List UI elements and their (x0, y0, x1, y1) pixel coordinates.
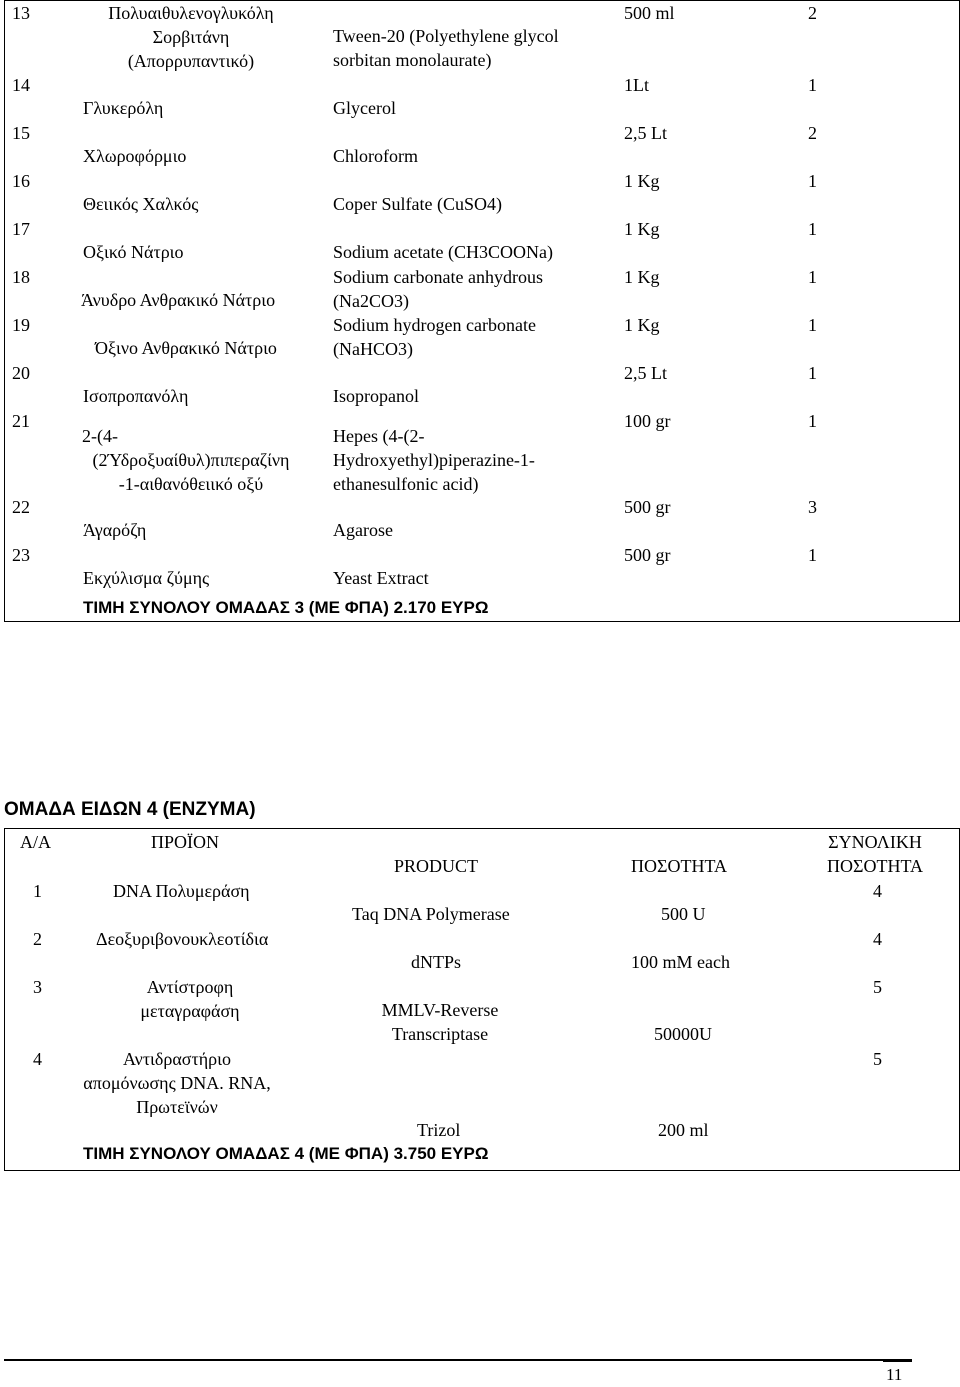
quantity: 1Lt (624, 75, 649, 95)
greek-name: Χλωροφόρμιο (83, 146, 187, 166)
quantity: 100 mM each (631, 952, 730, 972)
row-number: 16 (12, 171, 30, 191)
quantity: 100 gr (624, 411, 671, 431)
page-number: 11 (886, 1365, 903, 1384)
count: 1 (808, 75, 817, 95)
row-number: 2 (33, 929, 42, 949)
group4-heading: ΟΜΑΔΑ ΕΙΔΩΝ 4 (ΕΝΖΥΜΑ) (4, 799, 256, 820)
quantity: 50000U (654, 1024, 712, 1044)
english-name: Sodium hydrogen carbonate (NaHCO3) (333, 315, 536, 359)
quantity: 500 ml (624, 3, 675, 23)
count: 1 (808, 411, 817, 431)
header-product-en: PRODUCT (394, 856, 479, 876)
greek-name: Γλυκερόλη (83, 98, 164, 118)
group3-total: ΤΙΜΗ ΣΥΝΟΛΟΥ ΟΜΑΔΑΣ 3 (ΜΕ ΦΠΑ) 2.170 ΕΥΡΩ (83, 598, 489, 617)
group4-total: ΤΙΜΗ ΣΥΝΟΛΟΥ ΟΜΑΔΑΣ 4 (ΜΕ ΦΠΑ) 3.750 ΕΥΡΩ (83, 1144, 489, 1163)
english-name: Isopropanol (333, 386, 419, 406)
english-name: Tween-20 (Polyethylene glycol sorbitan monolaurate) (333, 26, 559, 70)
count: 1 (808, 545, 817, 565)
footer-rule (4, 1359, 912, 1361)
row-number: 23 (12, 545, 30, 565)
count: 1 (808, 219, 817, 239)
english-name: Hepes (4-(2- Hydroxyethyl)piperazine-1- ethanesulfonic acid) (333, 426, 535, 494)
greek-name: Αντιδραστήριο απομόνωσης DNA. RNA, Πρωτεϊνών (83, 1049, 271, 1117)
total-quantity: 4 (873, 881, 882, 901)
english-name: Sodium acetate (CH3COONa) (333, 242, 553, 262)
row-number: 3 (33, 977, 42, 997)
greek-name: Ισοπροπανόλη (83, 386, 189, 406)
count: 1 (808, 171, 817, 191)
total-quantity: 4 (873, 929, 882, 949)
row-number: 18 (12, 267, 30, 287)
total-quantity: 5 (873, 977, 882, 997)
quantity: 1 Kg (624, 267, 660, 287)
greek-name: Άγαρόζη (83, 520, 147, 540)
row-number: 21 (12, 411, 30, 431)
greek-name: Εκχύλισμα ζύμης (83, 568, 210, 588)
count: 1 (808, 267, 817, 287)
page-number-rule (883, 1361, 912, 1362)
row-number: 19 (12, 315, 30, 335)
english-name: Chloroform (333, 146, 418, 166)
header-product-gr: ΠΡΟΪΟΝ (151, 832, 220, 852)
greek-name: Αντίστροφη μεταγραφάση (140, 977, 240, 1021)
count: 1 (808, 363, 817, 383)
english-name: Coper Sulfate (CuSO4) (333, 194, 502, 214)
greek-name: Πολυαιθυλενογλυκόλη Σορβιτάνη (Απορρυπαντικό) (108, 3, 274, 71)
row-number: 4 (33, 1049, 42, 1069)
count: 3 (808, 497, 817, 517)
header-total-quantity: ΣΥΝΟΛΙΚΗ ΠΟΣΟΤΗΤΑ (826, 832, 924, 876)
greek-name: Δεοξυριβονουκλεοτίδια (96, 929, 269, 949)
english-name: Taq DNA Polymerase (352, 904, 510, 924)
quantity: 200 ml (658, 1120, 709, 1140)
english-name: Sodium carbonate anhydrous (Na2CO3) (333, 267, 543, 311)
greek-name: 2-(4- (2Ύδροξυαίθυλ)πιπεραζίνη -1-αιθανόθειικό οξύ (82, 426, 290, 494)
row-number: 17 (12, 219, 30, 239)
quantity: 1 Kg (624, 315, 660, 335)
greek-name: Όξινο Ανθρακικό Νάτριο (95, 338, 277, 358)
row-number: 15 (12, 123, 30, 143)
quantity: 1 Kg (624, 171, 660, 191)
greek-name: DNA Πολυμεράση (113, 881, 250, 901)
quantity: 500 gr (624, 497, 671, 517)
english-name: Agarose (333, 520, 393, 540)
english-name: Trizol (417, 1120, 461, 1140)
quantity: 2,5 Lt (624, 123, 667, 143)
count: 2 (808, 3, 817, 23)
row-number: 13 (12, 3, 30, 23)
quantity: 2,5 Lt (624, 363, 667, 383)
greek-name: Θειικός Χαλκός (83, 194, 199, 214)
greek-name: Άνυδρο Ανθρακικό Νάτριο (81, 290, 276, 310)
greek-name: Οξικό Νάτριο (83, 242, 184, 262)
row-number: 22 (12, 497, 30, 517)
quantity: 1 Kg (624, 219, 660, 239)
count: 1 (808, 315, 817, 335)
header-quantity: ΠΟΣΟΤΗΤΑ (631, 856, 728, 876)
quantity: 500 gr (624, 545, 671, 565)
row-number: 1 (33, 881, 42, 901)
quantity: 500 U (661, 904, 706, 924)
english-name: Glycerol (333, 98, 396, 118)
count: 2 (808, 123, 817, 143)
english-name: Yeast Extract (333, 568, 429, 588)
row-number: 20 (12, 363, 30, 383)
row-number: 14 (12, 75, 30, 95)
english-name: dNTPs (411, 952, 462, 972)
total-quantity: 5 (873, 1049, 882, 1069)
english-name: MMLV-Reverse Transcriptase (381, 1000, 499, 1044)
header-aa: Α/Α (20, 832, 51, 852)
